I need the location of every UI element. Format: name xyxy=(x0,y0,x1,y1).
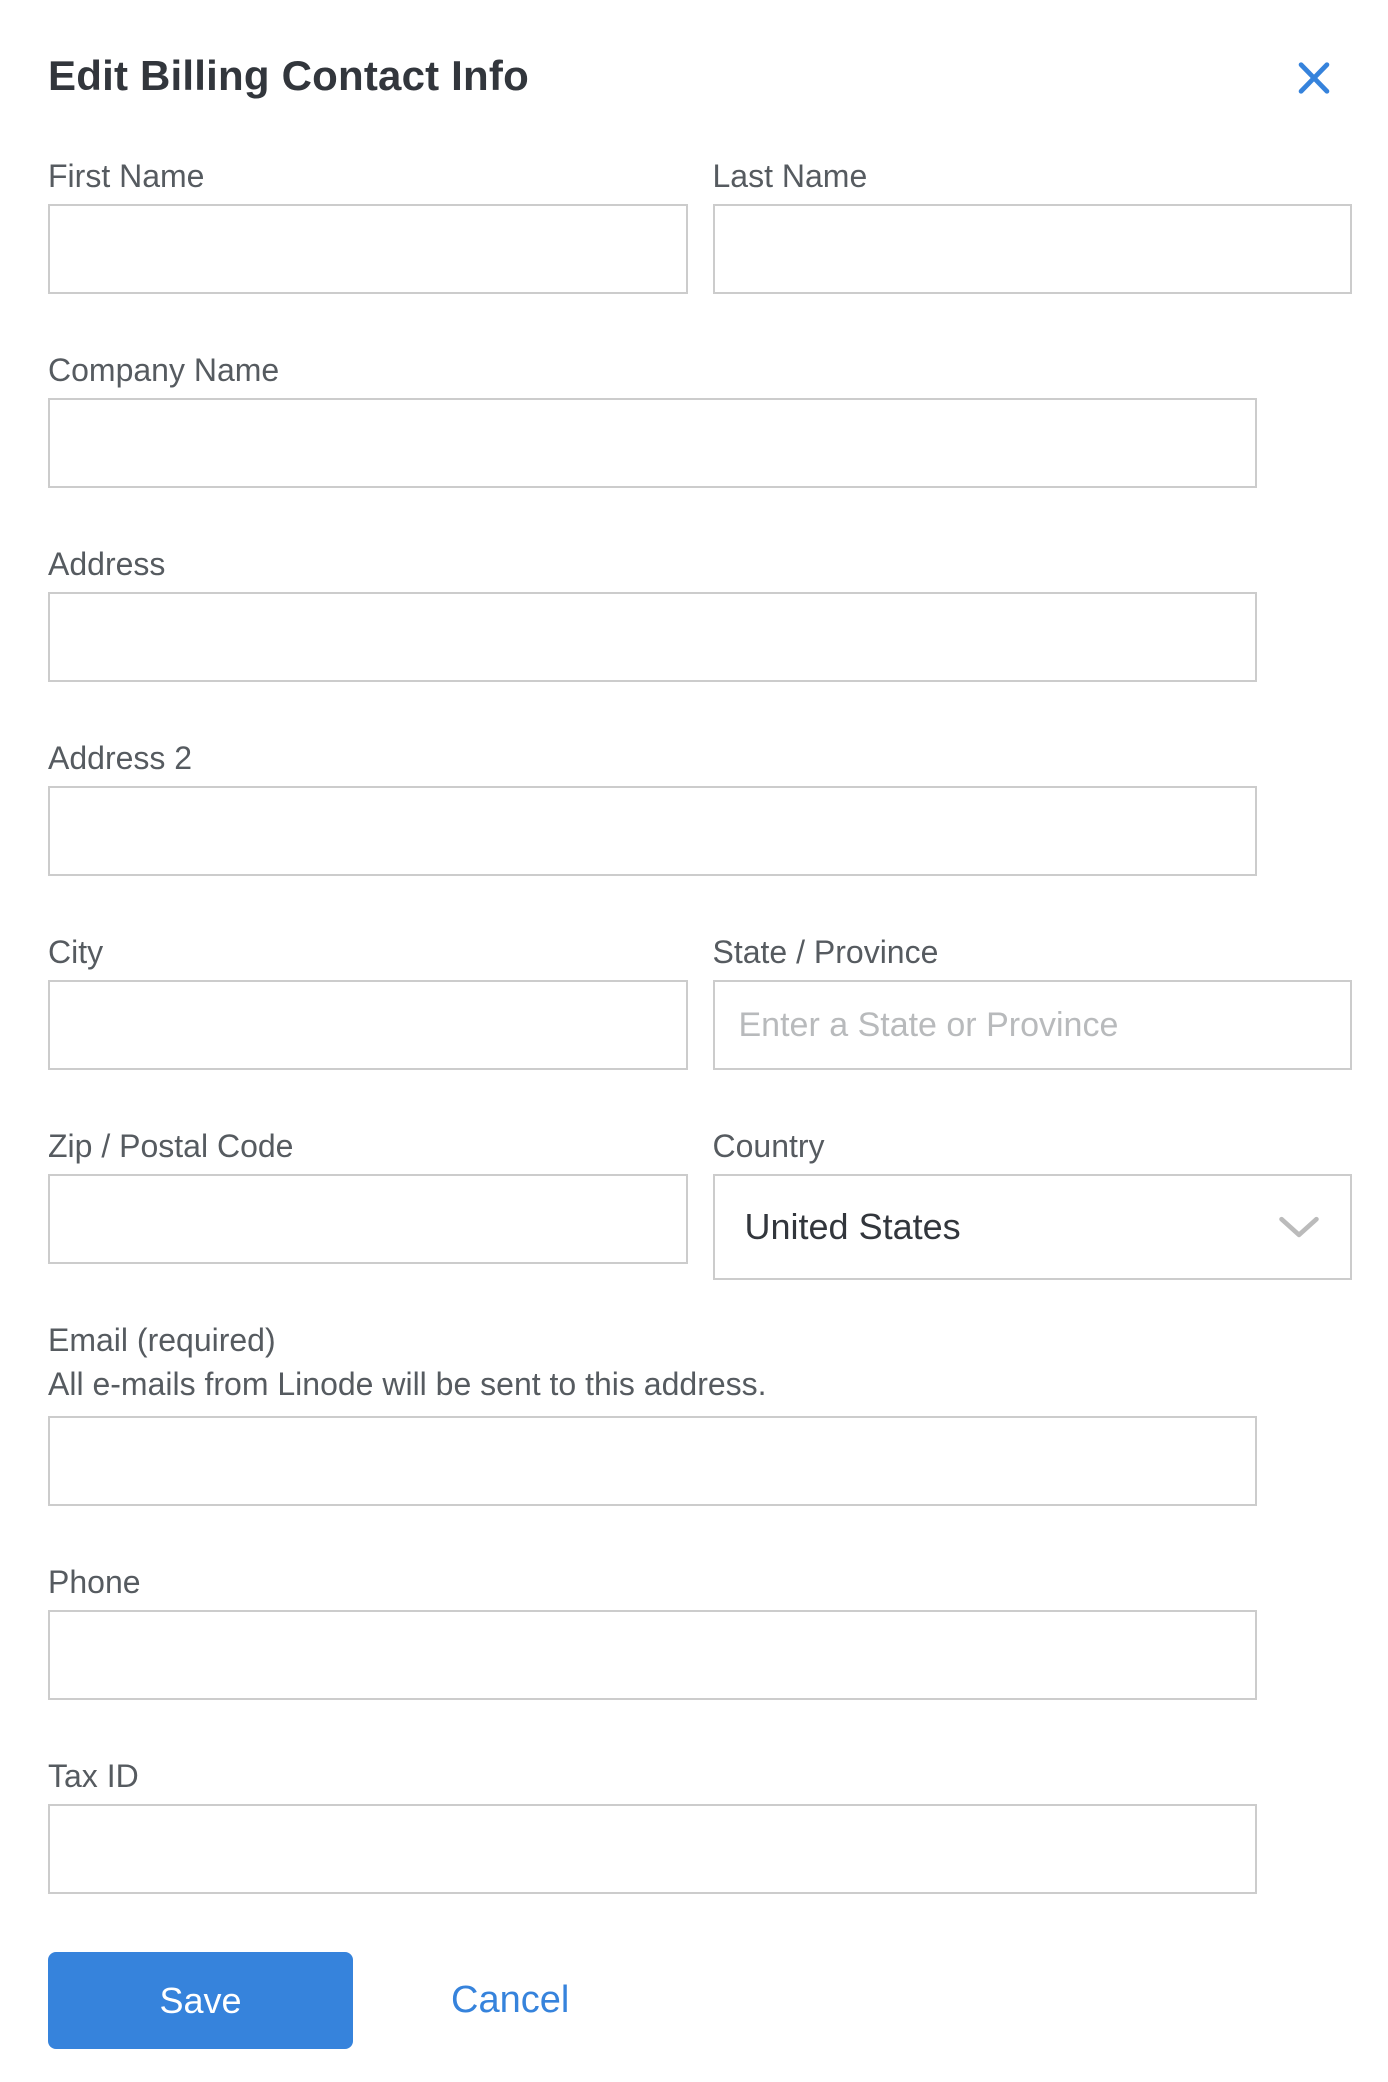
phone-label: Phone xyxy=(48,1564,141,1600)
tax-id-input[interactable] xyxy=(48,1804,1257,1894)
country-label: Country xyxy=(712,1128,825,1164)
company-name-label: Company Name xyxy=(48,352,280,388)
billing-contact-form xyxy=(48,158,1352,2049)
country-select[interactable] xyxy=(713,1174,1353,1280)
company-name-input[interactable] xyxy=(48,398,1257,488)
last-name-label: Last Name xyxy=(712,158,868,194)
address2-input[interactable] xyxy=(48,786,1257,876)
email-field xyxy=(48,1322,1257,1506)
address-field xyxy=(48,546,1257,682)
address-label: Address xyxy=(48,546,166,582)
save-button[interactable]: Save xyxy=(48,1952,353,2049)
email-input[interactable] xyxy=(48,1416,1257,1506)
zip-label: Zip / Postal Code xyxy=(48,1128,294,1164)
edit-billing-contact-dialog xyxy=(48,48,1352,2049)
dialog-title: Edit Billing Contact Info xyxy=(48,52,529,99)
zip-input[interactable] xyxy=(48,1174,688,1264)
close-button[interactable] xyxy=(1288,52,1340,104)
city-state-row xyxy=(48,934,1352,1070)
company-name-field xyxy=(48,352,1257,488)
cancel-button[interactable]: Cancel xyxy=(451,1979,570,2021)
dialog-actions xyxy=(48,1952,1352,2049)
city-input[interactable] xyxy=(48,980,688,1070)
last-name-input[interactable] xyxy=(713,204,1353,294)
name-row xyxy=(48,158,1352,294)
phone-field xyxy=(48,1564,1257,1700)
state-input[interactable] xyxy=(713,980,1353,1070)
city-label: City xyxy=(48,934,104,970)
state-label: State / Province xyxy=(712,934,939,970)
state-field xyxy=(713,934,1353,1070)
first-name-label: First Name xyxy=(48,158,205,194)
zip-country-row xyxy=(48,1128,1352,1280)
address2-label: Address 2 xyxy=(48,740,193,776)
first-name-input[interactable] xyxy=(48,204,688,294)
first-name-field xyxy=(48,158,688,294)
address-input[interactable] xyxy=(48,592,1257,682)
last-name-field xyxy=(713,158,1353,294)
zip-field xyxy=(48,1128,688,1280)
email-helper-text: All e-mails from Linode will be sent to this address. xyxy=(48,1366,767,1402)
tax-id-field xyxy=(48,1758,1257,1894)
country-field xyxy=(713,1128,1353,1280)
address2-field xyxy=(48,740,1257,876)
phone-input[interactable] xyxy=(48,1610,1257,1700)
chevron-down-icon xyxy=(1278,1216,1320,1238)
close-icon xyxy=(1293,56,1335,100)
tax-id-label: Tax ID xyxy=(48,1758,139,1794)
country-selected-value: United States xyxy=(744,1206,961,1247)
dialog-header xyxy=(48,48,1352,104)
city-field xyxy=(48,934,688,1070)
email-label: Email (required) xyxy=(48,1322,276,1358)
